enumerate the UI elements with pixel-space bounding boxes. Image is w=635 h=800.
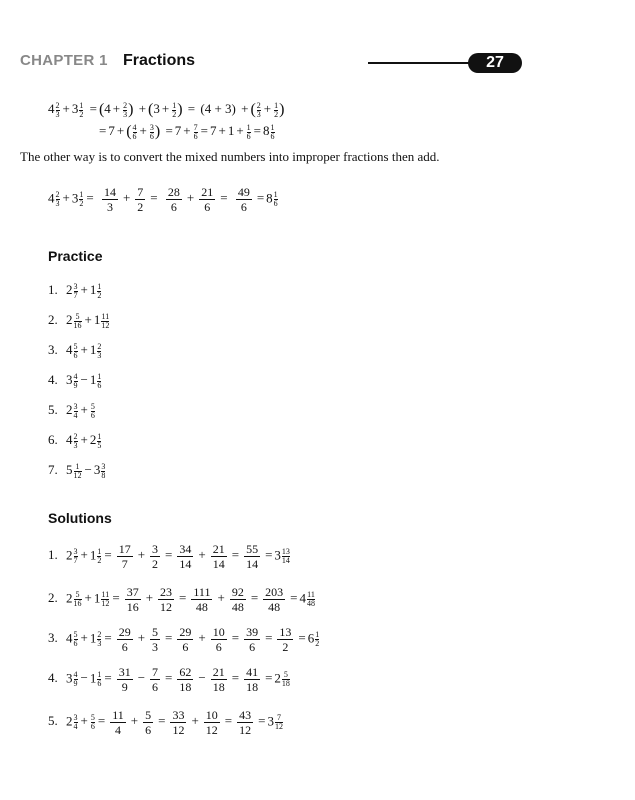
small-fraction — [74, 283, 78, 300]
whole-part: 2 — [66, 590, 73, 606]
denominator: 2 — [97, 556, 102, 565]
item-number: 4. — [48, 372, 58, 387]
operator: = — [265, 670, 273, 686]
small-fraction — [74, 403, 78, 420]
small-fraction — [74, 463, 82, 480]
numerator: 55 — [246, 542, 259, 556]
numerator: 111 — [193, 585, 211, 599]
fraction — [150, 665, 160, 694]
operator: + — [130, 713, 139, 729]
worked-example-line-1: 4 $\frac{2}{3}$ + 3 $\frac{1}{2}$ = (4 + $\frac{2}{3}$ ) + (3 + $\frac{1}{2}$ ) = (4 + 3) + ( $\frac{2}{3}$ + $\frac{1}{2}$ ) — [48, 100, 285, 119]
whole-part: 4 — [66, 630, 73, 646]
operator: − — [84, 462, 92, 477]
denominator: 14 — [246, 557, 259, 571]
small-fraction — [97, 433, 101, 450]
page-header — [0, 0, 635, 90]
numerator: 7 — [152, 665, 159, 679]
denominator: 6 — [152, 680, 159, 694]
small-fraction — [315, 631, 319, 648]
small-fraction — [74, 631, 78, 648]
numerator: 11 — [101, 590, 110, 599]
denominator: 9 — [73, 380, 78, 390]
operator: − — [137, 670, 146, 686]
numerator: 39 — [246, 625, 259, 639]
operator: + — [191, 713, 199, 729]
denominator: 18 — [212, 680, 225, 694]
operator: = — [112, 590, 120, 606]
operator: + — [80, 547, 88, 563]
item-number: 4. — [48, 670, 58, 686]
fraction — [277, 625, 293, 654]
fraction — [244, 625, 260, 654]
fraction — [237, 708, 253, 737]
denominator: 14 — [179, 557, 192, 571]
whole-part: 3 — [66, 372, 73, 387]
whole-part: 6 — [307, 630, 315, 646]
numerator: 29 — [118, 625, 131, 639]
numerator: 41 — [246, 665, 259, 679]
operator: = — [250, 590, 259, 606]
numerator: 3 — [152, 542, 159, 556]
small-fraction — [101, 591, 109, 608]
whole-part: 2 — [66, 402, 73, 417]
numerator: 1 — [315, 630, 320, 639]
chapter-label: CHAPTER 1 — [20, 52, 108, 69]
denominator: 12 — [274, 722, 283, 731]
numerator: 37 — [126, 585, 139, 599]
whole-part: 4 — [299, 590, 307, 606]
numerator: 1 — [97, 547, 102, 556]
whole-part: 3 — [267, 713, 274, 729]
whole-part: 2 — [66, 282, 73, 297]
operator: + — [84, 312, 92, 327]
fraction — [211, 542, 227, 571]
denominator: 6 — [244, 639, 260, 654]
practice-item — [48, 462, 106, 480]
fraction — [177, 665, 193, 694]
denominator: 6 — [97, 380, 102, 390]
item-number: 5. — [48, 713, 58, 729]
small-fraction — [101, 463, 105, 480]
denominator: 9 — [73, 679, 78, 688]
numerator: 43 — [239, 708, 252, 722]
small-fraction — [282, 671, 290, 688]
denominator: 12 — [239, 723, 252, 737]
numerator: 5 — [75, 311, 80, 321]
operator: = — [104, 547, 112, 563]
denominator: 3 — [73, 440, 78, 450]
small-fraction — [74, 343, 78, 360]
denominator: 5 — [97, 440, 102, 450]
numerator: 34 — [179, 542, 192, 556]
small-fraction — [275, 714, 283, 731]
operator: = — [224, 713, 233, 729]
fraction — [117, 665, 133, 694]
numerator: 5 — [75, 590, 80, 599]
numerator: 4 — [73, 670, 78, 679]
denominator: 3 — [97, 350, 102, 360]
numerator: 33 — [172, 708, 185, 722]
whole-part: 2 — [66, 312, 73, 327]
operator: + — [137, 547, 146, 563]
operator: = — [231, 670, 240, 686]
numerator: 11 — [101, 311, 110, 321]
operator: = — [298, 630, 306, 646]
improper-fraction-example: 4 $\frac{2}{3}$ + 3 $\frac{1}{2}$ = $\frac{14}{3}$ + $\frac{7}{2}$ = $\frac{28}{6}$ + $\frac{21}{6}$ = $\frac{49}{6}$ = 8 $\frac{1}{6}$ — [48, 185, 278, 214]
denominator: 18 — [246, 680, 259, 694]
numerator: 5 — [90, 713, 95, 722]
numerator: 13 — [279, 625, 292, 639]
small-fraction — [97, 373, 101, 390]
whole-part: 1 — [89, 282, 97, 297]
denominator: 8 — [101, 470, 106, 480]
numerator: 3 — [73, 401, 78, 411]
denominator: 12 — [172, 723, 185, 737]
practice-item — [48, 372, 102, 390]
whole-part: 1 — [89, 372, 97, 387]
denominator: 2 — [277, 639, 293, 654]
numerator: 1 — [97, 670, 102, 679]
whole-part: 4 — [66, 342, 73, 357]
fraction — [110, 708, 126, 737]
numerator: 2 — [73, 431, 78, 441]
practice-item — [48, 282, 102, 300]
fraction — [170, 708, 186, 737]
solution-item — [48, 708, 284, 737]
denominator: 16 — [126, 600, 139, 614]
numerator: 203 — [265, 585, 284, 599]
operator: = — [165, 547, 173, 563]
fraction — [177, 542, 193, 571]
small-fraction — [307, 591, 315, 608]
numerator: 5 — [90, 401, 95, 411]
whole-part: 1 — [93, 312, 101, 327]
operator: + — [198, 630, 206, 646]
numerator: 3 — [73, 281, 78, 291]
whole-part: 1 — [89, 547, 97, 563]
numerator: 13 — [281, 547, 290, 556]
solution-item — [48, 542, 291, 571]
denominator: 2 — [152, 557, 159, 571]
item-number: 1. — [48, 282, 58, 297]
numerator: 3 — [101, 461, 106, 471]
chapter-title: Fractions — [123, 52, 196, 69]
item-number: 3. — [48, 342, 58, 357]
fraction — [230, 585, 246, 614]
whole-part: 2 — [89, 432, 97, 447]
item-number: 5. — [48, 402, 58, 417]
denominator: 48 — [263, 599, 285, 614]
operator: = — [231, 630, 240, 646]
whole-part: 1 — [93, 590, 101, 606]
whole-part: 3 — [66, 670, 73, 686]
whole-part: 3 — [93, 462, 101, 477]
numerator: 21 — [212, 542, 225, 556]
operator: = — [158, 713, 166, 729]
numerator: 21 — [212, 665, 225, 679]
numerator: 5 — [145, 708, 152, 722]
whole-part: 1 — [89, 342, 97, 357]
numerator: 1 — [75, 461, 80, 471]
fraction — [143, 708, 153, 737]
denominator: 3 — [152, 640, 159, 654]
item-number: 3. — [48, 630, 58, 646]
numerator: 5 — [283, 670, 288, 679]
operator: + — [145, 590, 154, 606]
fraction — [211, 625, 227, 654]
operator: − — [80, 372, 88, 387]
operator: + — [80, 402, 88, 417]
numerator: 1 — [97, 281, 102, 291]
small-fraction — [91, 714, 95, 731]
fraction — [204, 708, 220, 737]
whole-part: 2 — [274, 670, 281, 686]
fraction — [158, 585, 174, 614]
operator: + — [137, 630, 146, 646]
fraction — [211, 665, 227, 694]
fraction — [263, 585, 285, 614]
numerator: 2 — [97, 341, 102, 351]
numerator: 62 — [179, 665, 192, 679]
denominator: 6 — [90, 410, 95, 420]
item-number: 2. — [48, 590, 58, 606]
numerator: 5 — [152, 625, 159, 639]
operator: = — [265, 547, 273, 563]
operator: + — [80, 342, 88, 357]
operator: + — [80, 432, 88, 447]
operator: = — [165, 630, 173, 646]
denominator: 12 — [101, 320, 110, 330]
numerator: 17 — [118, 542, 131, 556]
operator: = — [231, 547, 240, 563]
numerator: 92 — [231, 585, 244, 599]
solution-item — [48, 585, 316, 614]
fraction — [244, 542, 260, 571]
practice-heading: Practice — [48, 248, 103, 264]
operator: + — [80, 713, 88, 729]
item-number: 6. — [48, 432, 58, 447]
whole-part: 1 — [89, 670, 97, 686]
denominator: 12 — [73, 470, 82, 480]
operator: − — [80, 670, 88, 686]
denominator: 7 — [73, 290, 78, 300]
operator: + — [198, 547, 206, 563]
denominator: 4 — [73, 722, 78, 731]
small-fraction — [282, 548, 290, 565]
solutions-heading: Solutions — [48, 510, 112, 526]
item-number: 2. — [48, 312, 58, 327]
denominator: 16 — [73, 320, 82, 330]
small-fraction — [74, 591, 82, 608]
fraction — [150, 542, 160, 571]
solution-item — [48, 665, 291, 694]
numerator: 10 — [205, 708, 218, 722]
denominator: 6 — [90, 722, 95, 731]
numerator: 3 — [73, 713, 78, 722]
item-number: 1. — [48, 547, 58, 563]
whole-part: 1 — [89, 630, 97, 646]
fraction — [150, 625, 160, 654]
header-rule — [368, 62, 478, 64]
operator: + — [217, 590, 225, 606]
whole-part: 2 — [66, 713, 73, 729]
solution-item — [48, 625, 320, 654]
operator: = — [104, 670, 112, 686]
numerator: 5 — [73, 341, 78, 351]
explanation-text: The other way is to convert the mixed numbers into improper fractions then add. — [20, 149, 440, 164]
numerator: 31 — [118, 665, 131, 679]
whole-part: 4 — [66, 432, 73, 447]
small-fraction — [97, 548, 101, 565]
fraction — [244, 665, 260, 694]
worked-example-line-2: = 7 + ( $\frac{4}{6}$ + $\frac{3}{6}$ ) = 7 + $\frac{7}{6}$ = 7 + 1 + $\frac{1}{6}$ = 8 $\frac{1}{6}$ — [99, 122, 275, 141]
fraction — [117, 542, 133, 571]
operator: = — [258, 713, 266, 729]
operator: − — [198, 670, 206, 686]
denominator: 14 — [281, 556, 290, 565]
page-number: 27 — [468, 53, 522, 73]
denominator: 48 — [231, 600, 244, 614]
small-fraction — [74, 548, 78, 565]
operator: + — [80, 282, 88, 297]
operator: = — [165, 670, 173, 686]
denominator: 16 — [73, 599, 82, 608]
denominator: 9 — [117, 679, 133, 694]
denominator: 6 — [73, 639, 78, 648]
practice-item — [48, 312, 110, 330]
practice-item — [48, 402, 96, 420]
denominator: 18 — [179, 680, 192, 694]
numerator: 4 — [73, 371, 78, 381]
operator: + — [84, 590, 92, 606]
numerator: 10 — [212, 625, 225, 639]
numerator: 11 — [307, 590, 315, 599]
operator: = — [104, 630, 112, 646]
small-fraction — [74, 433, 78, 450]
whole-part: 2 — [66, 547, 73, 563]
practice-item — [48, 342, 102, 360]
denominator: 48 — [191, 599, 212, 614]
denominator: 48 — [307, 599, 316, 608]
small-fraction — [74, 313, 82, 330]
denominator: 6 — [97, 679, 102, 688]
small-fraction — [97, 283, 101, 300]
numerator: 1 — [97, 371, 102, 381]
operator: = — [265, 630, 273, 646]
denominator: 4 — [73, 410, 78, 420]
small-fraction — [74, 671, 78, 688]
denominator: 6 — [145, 723, 152, 737]
small-fraction — [97, 631, 101, 648]
denominator: 2 — [315, 639, 320, 648]
whole-part: 5 — [66, 462, 73, 477]
operator: = — [290, 590, 298, 606]
numerator: 7 — [276, 713, 281, 722]
denominator: 12 — [160, 600, 173, 614]
denominator: 7 — [117, 556, 133, 571]
denominator: 18 — [281, 679, 290, 688]
denominator: 12 — [205, 723, 218, 737]
fraction — [191, 585, 212, 614]
operator: = — [179, 590, 187, 606]
numerator: 11 — [112, 708, 124, 722]
operator: = — [97, 713, 106, 729]
denominator: 4 — [110, 722, 126, 737]
small-fraction — [74, 373, 78, 390]
fraction — [125, 585, 141, 614]
small-fraction — [74, 714, 78, 731]
operator: + — [80, 630, 88, 646]
denominator: 6 — [73, 350, 78, 360]
small-fraction — [97, 343, 101, 360]
numerator: 2 — [97, 630, 102, 639]
denominator: 12 — [101, 599, 110, 608]
small-fraction — [101, 313, 109, 330]
small-fraction — [97, 671, 101, 688]
denominator: 3 — [97, 639, 102, 648]
whole-part: 3 — [274, 547, 281, 563]
denominator: 6 — [177, 639, 193, 654]
denominator: 14 — [212, 557, 225, 571]
denominator: 6 — [117, 639, 133, 654]
fraction — [177, 625, 193, 654]
numerator: 29 — [179, 625, 192, 639]
numerator: 5 — [73, 630, 78, 639]
fraction — [117, 625, 133, 654]
practice-item — [48, 432, 102, 450]
numerator: 23 — [160, 585, 173, 599]
denominator: 2 — [97, 290, 102, 300]
small-fraction — [91, 403, 95, 420]
item-number: 7. — [48, 462, 58, 477]
denominator: 7 — [73, 556, 78, 565]
numerator: 3 — [73, 547, 78, 556]
denominator: 6 — [211, 639, 227, 654]
numerator: 1 — [97, 431, 102, 441]
